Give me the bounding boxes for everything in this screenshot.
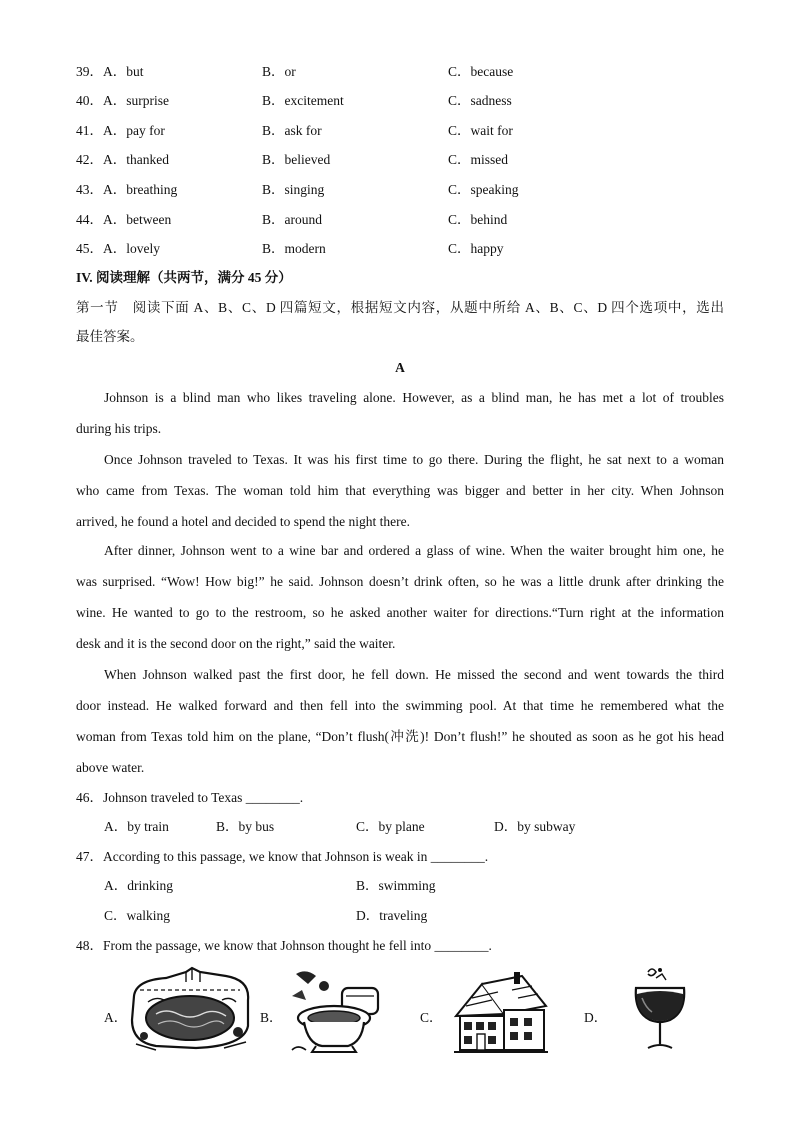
option-row-41 (76, 121, 726, 141)
option-a: 42．A．thanked (76, 152, 169, 167)
q46-option-d: D．by subway (494, 819, 576, 834)
swimming-pool-illustration (126, 966, 254, 1052)
q46-option-c: C．by plane (356, 819, 425, 834)
option-c: C．sadness (448, 93, 512, 108)
option-row-44 (76, 210, 726, 230)
option-a: 39．A．but (76, 64, 144, 79)
q47-option-a: A．drinking (104, 878, 173, 893)
q48-option-a: A． (104, 1010, 128, 1025)
option-b: B．modern (262, 241, 326, 256)
option-a: 44．A．between (76, 212, 172, 227)
passage-line: arrived, he found a hotel and decided to spend the night there. (76, 514, 411, 529)
wine-glass-illustration (630, 964, 690, 1054)
passage-line: After dinner, Johnson went to a wine bar and ordered a glass of wine. When the waiter brought him one, he (104, 543, 724, 558)
q46-option-a: A．by train (104, 819, 169, 834)
question-47-stem: 47．According to this passage, we know that Johnson is weak in ________. (76, 849, 489, 864)
option-b: B．believed (262, 152, 331, 167)
q48-option-c: C． (420, 1010, 443, 1025)
option-b: B．or (262, 64, 296, 79)
option-c: C．because (448, 64, 514, 79)
option-c: C．missed (448, 152, 509, 167)
passage-line: door instead. He walked forward and then fell into the swimming pool. At that time he remembered what the (76, 698, 724, 713)
q47-option-c: C．walking (104, 908, 170, 923)
passage-label: A (395, 360, 405, 375)
passage-line: When Johnson walked past the first door, he fell down. He missed the second and went towards the third (104, 667, 724, 682)
option-c: C．happy (448, 241, 504, 256)
house-illustration (452, 970, 550, 1054)
passage-line: Once Johnson traveled to Texas. It was his first time to go there. During the flight, he sat next to a woman (104, 452, 724, 467)
section-title: IV. 阅读理解（共两节，满分 45 分） (76, 270, 292, 285)
section-instruction: 第一节 阅读下面 A、B、C、D 四篇短文，根据短文内容，从题中所给 A、B、C、D 四个选项中，选出 (76, 300, 724, 315)
option-a: 43．A．breathing (76, 182, 178, 197)
option-a: 45．A．lovely (76, 241, 160, 256)
question-48-stem: 48．From the passage, we know that Johnson thought he fell into ________. (76, 938, 492, 953)
passage-line: was surprised. “Wow! How big!” he said. Johnson doesn’t drink often, so he was a little drunk after drinking the (76, 574, 724, 589)
q48-option-b: B． (260, 1010, 283, 1025)
option-b: B．singing (262, 182, 325, 197)
q48-option-d: D． (584, 1010, 608, 1025)
question-46-stem: 46．Johnson traveled to Texas ________. (76, 790, 304, 805)
q46-option-b: B．by bus (216, 819, 275, 834)
passage-line: during his trips. (76, 421, 162, 436)
passage-line: wine. He wanted to go to the restroom, so he asked another waiter for directions.“Turn right at the information (76, 605, 724, 620)
q47-option-d: D．traveling (356, 908, 428, 923)
option-c: C．behind (448, 212, 508, 227)
option-b: B．ask for (262, 123, 322, 138)
toilet-illustration (286, 966, 386, 1054)
option-c: C．wait for (448, 123, 513, 138)
passage-line: Johnson is a blind man who likes traveling alone. However, as a blind man, he has met a lot of troubles (104, 390, 724, 405)
passage-line: desk and it is the second door on the right,” said the waiter. (76, 636, 396, 651)
option-b: B．around (262, 212, 322, 227)
q47-option-b: B．swimming (356, 878, 436, 893)
section-instruction-cont: 最佳答案。 (76, 329, 144, 344)
option-row-45 (76, 239, 726, 259)
option-c: C．speaking (448, 182, 519, 197)
option-row-42 (76, 150, 726, 170)
option-row-43 (76, 180, 726, 200)
option-a: 41．A．pay for (76, 123, 165, 138)
passage-line: woman from Texas told him on the plane, “Don’t flush(冲洗)! Don’t flush!” he shouted as soon as he got his head (76, 729, 724, 744)
option-b: B．excitement (262, 93, 344, 108)
option-a: 40．A．surprise (76, 93, 169, 108)
option-row-39 (76, 62, 726, 82)
passage-line: who came from Texas. The woman told him that everything was bigger and better in her city. When Johnson (76, 483, 724, 498)
option-row-40 (76, 91, 726, 111)
passage-line: above water. (76, 760, 145, 775)
